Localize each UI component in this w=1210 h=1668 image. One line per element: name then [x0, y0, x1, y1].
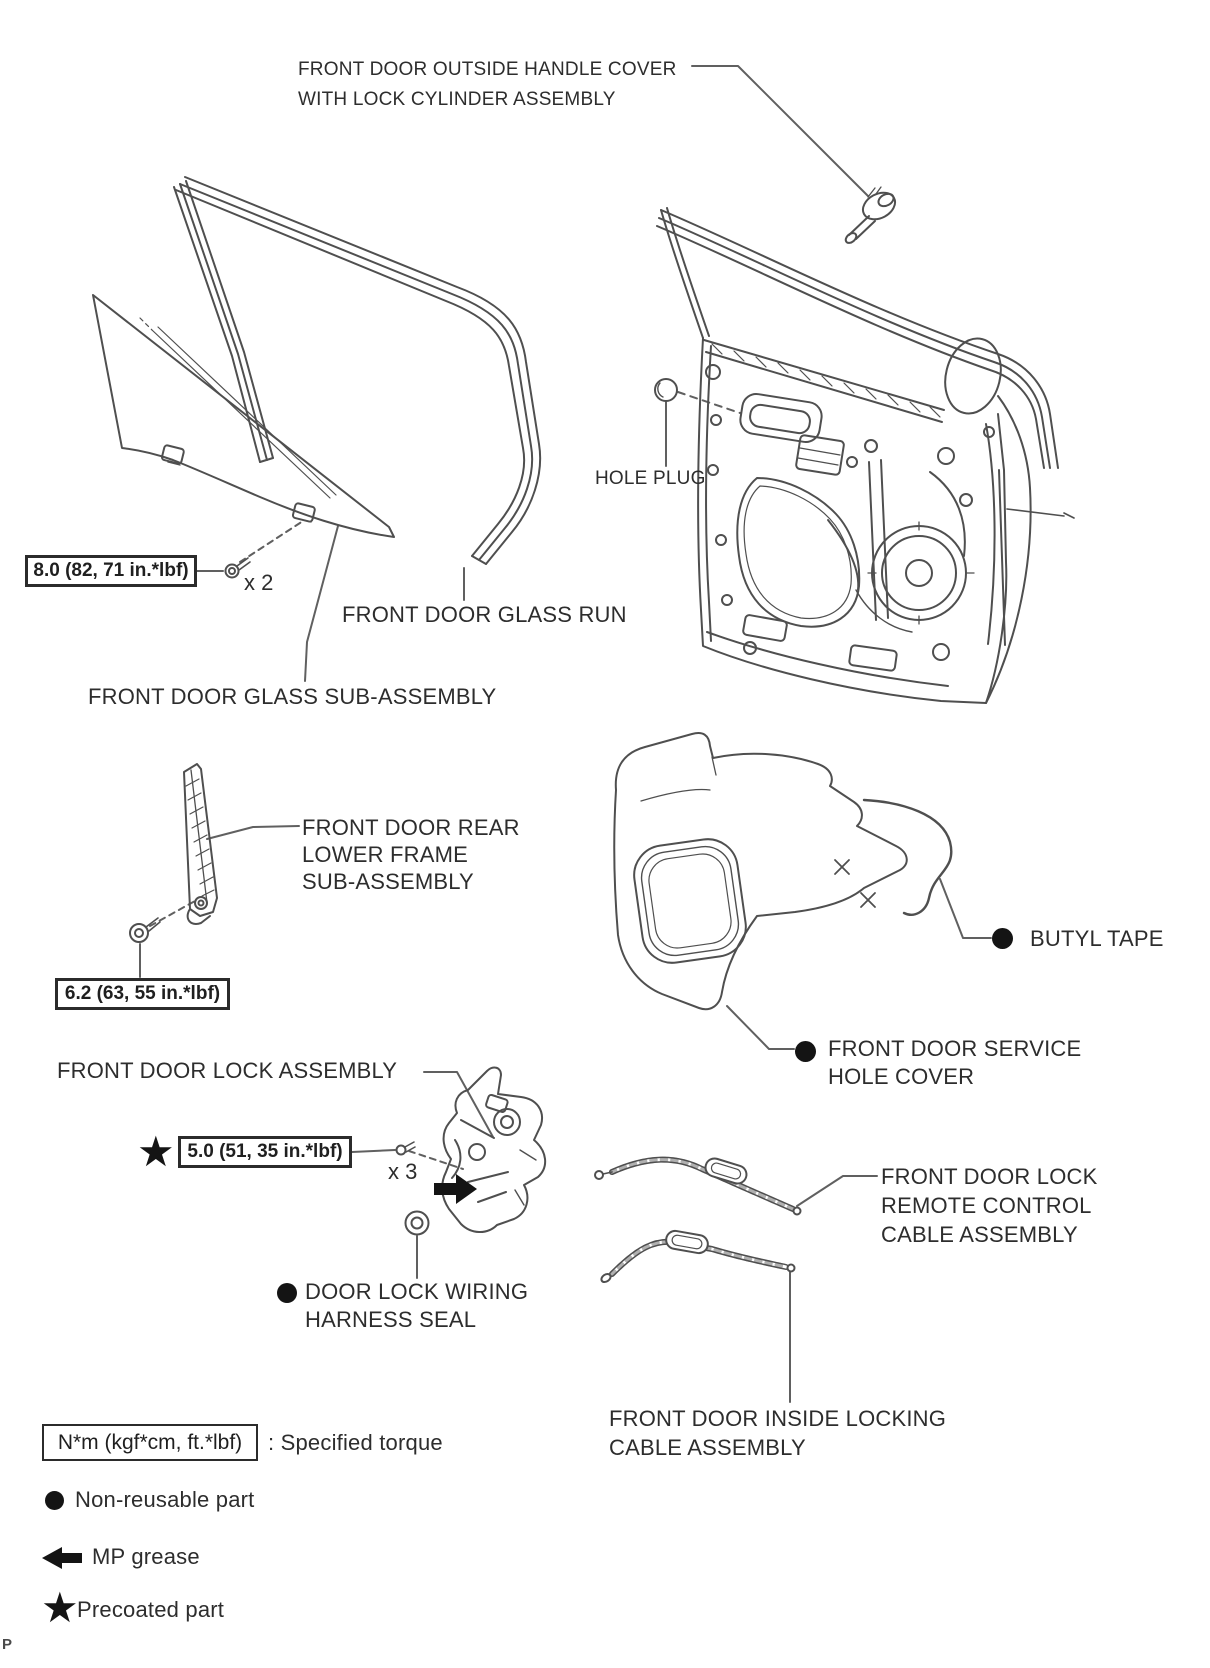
label-butyl-tape: BUTYL TAPE	[1030, 926, 1164, 951]
service-hole-cover-art	[614, 733, 907, 1009]
label-service-hole-cover	[828, 1035, 1081, 1091]
legend-non-reusable: Non-reusable part	[75, 1487, 255, 1512]
mp-grease-arrow-icon	[42, 1547, 82, 1569]
non-reusable-bullet-icon	[795, 1041, 816, 1062]
non-reusable-bullet-icon	[45, 1491, 64, 1510]
fastener-count-glass-bolts: x 2	[244, 570, 274, 595]
inside-locking-cable-art	[600, 1229, 795, 1283]
butyl-tape-art	[864, 800, 951, 915]
hole-plug-art	[655, 379, 677, 401]
label-remote-control-cable	[881, 1162, 1098, 1249]
label-line: SUB-ASSEMBLY	[302, 869, 474, 894]
non-reusable-bullet-icon	[992, 928, 1013, 949]
mp-grease-arrow-icon	[434, 1174, 477, 1204]
page-title	[298, 55, 677, 115]
label-line: HARNESS SEAL	[305, 1307, 477, 1332]
label-line: CABLE ASSEMBLY	[881, 1222, 1078, 1247]
label-line: DOOR LOCK WIRING	[305, 1279, 529, 1304]
label-line: REMOTE CONTROL	[881, 1193, 1092, 1218]
label-lock-assembly: FRONT DOOR LOCK ASSEMBLY	[57, 1058, 398, 1083]
glass-sub-assembly-art	[93, 295, 394, 537]
legend-mp-grease: MP grease	[92, 1544, 200, 1569]
remote-control-cable-art	[595, 1156, 801, 1214]
page-marker: P	[2, 1636, 13, 1653]
precoated-star-icon: ★	[41, 1584, 79, 1631]
label-line: FRONT DOOR INSIDE LOCKING	[609, 1406, 947, 1431]
title-line: FRONT DOOR OUTSIDE HANDLE COVER	[298, 59, 677, 80]
label-rear-lower-frame	[302, 814, 520, 895]
torque-spec-box-lock-screws: 5.0 (51, 35 in.*lbf)	[178, 1136, 352, 1168]
precoated-star-icon: ★	[137, 1128, 175, 1175]
bolt-icon	[130, 918, 160, 942]
fastener-count-lock-screws: x 3	[388, 1159, 418, 1184]
rear-lower-frame-art	[184, 764, 217, 924]
torque-spec-box-glass-bolts: 8.0 (82, 71 in.*lbf)	[25, 555, 197, 587]
leader-lines	[140, 66, 991, 1402]
label-inside-locking-cable	[609, 1404, 946, 1462]
label-line: FRONT DOOR SERVICE	[828, 1036, 1082, 1061]
label-line: LOWER FRAME	[302, 842, 468, 867]
title-line: WITH LOCK CYLINDER ASSEMBLY	[298, 89, 616, 110]
glass-run-art	[174, 177, 540, 564]
torque-spec-box-frame-bolt: 6.2 (63, 55 in.*lbf)	[55, 978, 230, 1010]
arrow-tail	[62, 1553, 82, 1563]
lock-assembly-art	[442, 1068, 545, 1233]
non-reusable-bullet-icon	[277, 1283, 297, 1303]
door-panel-art	[657, 208, 1074, 703]
label-line: FRONT DOOR LOCK	[881, 1164, 1098, 1189]
legend-torque-box: N*m (kgf*cm, ft.*lbf)	[42, 1424, 258, 1461]
grommet-art	[406, 1212, 429, 1235]
label-glass-sub-assembly: FRONT DOOR GLASS SUB-ASSEMBLY	[88, 684, 497, 709]
label-line: FRONT DOOR REAR	[302, 815, 520, 840]
label-glass-run: FRONT DOOR GLASS RUN	[342, 602, 627, 627]
label-hole-plug: HOLE PLUG	[595, 468, 706, 489]
arrow-head	[42, 1547, 62, 1569]
label-wiring-harness-seal	[305, 1278, 528, 1334]
legend-torque-description: : Specified torque	[268, 1430, 443, 1455]
outside-handle-cover-art	[844, 187, 900, 245]
legend-precoated: Precoated part	[77, 1597, 225, 1622]
label-line: CABLE ASSEMBLY	[609, 1435, 806, 1460]
label-line: HOLE COVER	[828, 1064, 975, 1089]
